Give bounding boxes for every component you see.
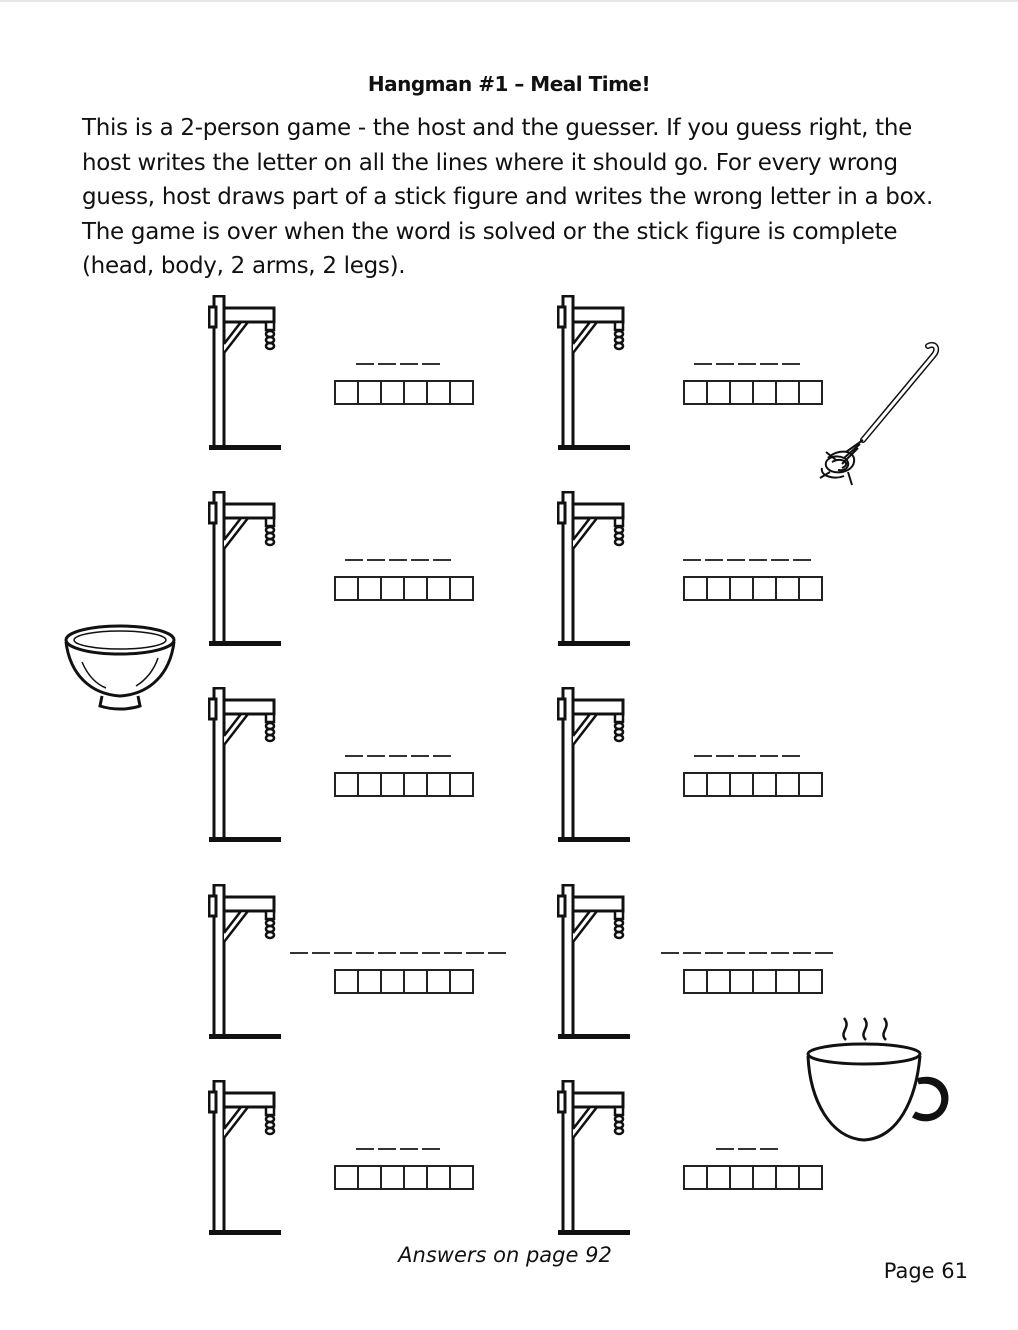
- letter-blank[interactable]: [411, 755, 429, 757]
- gallows-icon: [208, 491, 283, 653]
- wrong-letter-box[interactable]: [752, 576, 777, 601]
- letter-blank[interactable]: [444, 952, 462, 954]
- wrong-letter-box[interactable]: [798, 576, 823, 601]
- wrong-letter-box[interactable]: [426, 772, 451, 797]
- letter-blank[interactable]: [749, 952, 767, 954]
- wrong-letter-box[interactable]: [380, 576, 405, 601]
- letter-blanks[interactable]: [356, 357, 440, 371]
- letter-blank[interactable]: [422, 363, 440, 365]
- cup-icon: [804, 1010, 952, 1150]
- wrong-letter-box[interactable]: [683, 1165, 708, 1190]
- letter-blank[interactable]: [738, 363, 756, 365]
- wrong-letter-box[interactable]: [403, 969, 428, 994]
- letter-blank[interactable]: [378, 1148, 396, 1150]
- letter-blank[interactable]: [738, 755, 756, 757]
- wrong-letter-box[interactable]: [752, 1165, 777, 1190]
- wrong-letter-box[interactable]: [775, 380, 800, 405]
- letter-blank[interactable]: [290, 952, 308, 954]
- wrong-letter-box[interactable]: [380, 772, 405, 797]
- gallows-icon: [557, 491, 632, 653]
- wrong-letter-box[interactable]: [334, 969, 359, 994]
- wrong-guess-boxes: [683, 380, 823, 405]
- gallows-icon: [557, 295, 632, 457]
- wrong-guess-boxes: [334, 1165, 474, 1190]
- wrong-letter-box[interactable]: [334, 772, 359, 797]
- wrong-guess-boxes: [334, 772, 474, 797]
- letter-blanks[interactable]: [716, 1142, 778, 1156]
- letter-blank[interactable]: [683, 559, 701, 561]
- letter-blank[interactable]: [705, 952, 723, 954]
- letter-blank[interactable]: [367, 559, 385, 561]
- wrong-letter-box[interactable]: [775, 969, 800, 994]
- letter-blank[interactable]: [705, 559, 723, 561]
- letter-blanks[interactable]: [683, 553, 811, 567]
- wrong-letter-box[interactable]: [706, 969, 731, 994]
- wrong-letter-box[interactable]: [426, 380, 451, 405]
- wrong-letter-box[interactable]: [449, 1165, 474, 1190]
- wrong-letter-box[interactable]: [380, 1165, 405, 1190]
- wrong-guess-boxes: [334, 576, 474, 601]
- fork-spaghetti-icon: [808, 340, 940, 490]
- letter-blank[interactable]: [378, 952, 396, 954]
- letter-blank[interactable]: [345, 755, 363, 757]
- wrong-letter-box[interactable]: [683, 969, 708, 994]
- letter-blank[interactable]: [345, 559, 363, 561]
- wrong-letter-box[interactable]: [798, 969, 823, 994]
- wrong-letter-box[interactable]: [403, 772, 428, 797]
- wrong-guess-boxes: [683, 772, 823, 797]
- letter-blank[interactable]: [793, 559, 811, 561]
- letter-blank[interactable]: [433, 559, 451, 561]
- letter-blank[interactable]: [683, 952, 701, 954]
- letter-blank[interactable]: [356, 1148, 374, 1150]
- letter-blank[interactable]: [771, 952, 789, 954]
- wrong-letter-box[interactable]: [426, 576, 451, 601]
- letter-blank[interactable]: [760, 755, 778, 757]
- wrong-guess-boxes: [334, 380, 474, 405]
- wrong-letter-box[interactable]: [426, 1165, 451, 1190]
- letter-blank[interactable]: [389, 559, 407, 561]
- gallows-icon: [208, 295, 283, 457]
- letter-blanks[interactable]: [345, 553, 451, 567]
- letter-blanks[interactable]: [694, 749, 800, 763]
- wrong-letter-box[interactable]: [775, 772, 800, 797]
- wrong-letter-box[interactable]: [729, 380, 754, 405]
- letter-blank[interactable]: [400, 363, 418, 365]
- letter-blanks[interactable]: [356, 1142, 440, 1156]
- wrong-letter-box[interactable]: [775, 576, 800, 601]
- letter-blank[interactable]: [771, 559, 789, 561]
- wrong-letter-box[interactable]: [380, 380, 405, 405]
- instructions-text: This is a 2-person game - the host and the guesser. If you guess right, the host writes the letter on all the lines where it should go. For every wrong guess, host draws part of a stick figure and writes the wrong letter in a box. The game is over when the word is solved or the stick figure is complete (head, body, 2 arms, 2 legs).: [82, 115, 933, 279]
- letter-blank[interactable]: [466, 952, 484, 954]
- letter-blank[interactable]: [378, 363, 396, 365]
- letter-blank[interactable]: [661, 952, 679, 954]
- letter-blank[interactable]: [400, 952, 418, 954]
- wrong-letter-box[interactable]: [729, 576, 754, 601]
- letter-blank[interactable]: [793, 952, 811, 954]
- letter-blanks[interactable]: [345, 749, 451, 763]
- wrong-letter-box[interactable]: [334, 1165, 359, 1190]
- wrong-letter-box[interactable]: [449, 576, 474, 601]
- wrong-letter-box[interactable]: [357, 772, 382, 797]
- gallows-icon: [557, 1080, 632, 1242]
- wrong-guess-boxes: [334, 969, 474, 994]
- letter-blank[interactable]: [411, 559, 429, 561]
- wrong-letter-box[interactable]: [729, 969, 754, 994]
- gallows-icon: [208, 687, 283, 849]
- bowl-icon: [62, 622, 182, 714]
- letter-blank[interactable]: [782, 363, 800, 365]
- page-top-edge: [0, 0, 1018, 2]
- wrong-letter-box[interactable]: [683, 380, 708, 405]
- wrong-letter-box[interactable]: [706, 576, 731, 601]
- letter-blank[interactable]: [694, 363, 712, 365]
- wrong-letter-box[interactable]: [706, 1165, 731, 1190]
- page-title: Hangman #1 – Meal Time!: [367, 72, 651, 96]
- wrong-letter-box[interactable]: [752, 772, 777, 797]
- letter-blank[interactable]: [356, 363, 374, 365]
- wrong-letter-box[interactable]: [706, 772, 731, 797]
- letter-blank[interactable]: [815, 952, 833, 954]
- wrong-guess-boxes: [683, 1165, 823, 1190]
- wrong-guess-boxes: [683, 576, 823, 601]
- wrong-letter-box[interactable]: [403, 576, 428, 601]
- wrong-letter-box[interactable]: [706, 380, 731, 405]
- letter-blank[interactable]: [716, 1148, 734, 1150]
- letter-blank[interactable]: [422, 1148, 440, 1150]
- letter-blank[interactable]: [422, 952, 440, 954]
- letter-blanks[interactable]: [661, 946, 833, 960]
- letter-blank[interactable]: [400, 1148, 418, 1150]
- letter-blank[interactable]: [749, 559, 767, 561]
- letter-blank[interactable]: [760, 1148, 778, 1150]
- wrong-letter-box[interactable]: [334, 380, 359, 405]
- letter-blank[interactable]: [356, 952, 374, 954]
- page-number: Page 61: [883, 1259, 968, 1283]
- letter-blank[interactable]: [389, 755, 407, 757]
- wrong-letter-box[interactable]: [403, 380, 428, 405]
- letter-blank[interactable]: [488, 952, 506, 954]
- wrong-letter-box[interactable]: [334, 576, 359, 601]
- wrong-letter-box[interactable]: [357, 969, 382, 994]
- wrong-letter-box[interactable]: [426, 969, 451, 994]
- letter-blanks[interactable]: [694, 357, 800, 371]
- wrong-letter-box[interactable]: [449, 969, 474, 994]
- wrong-letter-box[interactable]: [798, 772, 823, 797]
- gallows-icon: [208, 884, 283, 1046]
- wrong-letter-box[interactable]: [775, 1165, 800, 1190]
- wrong-letter-box[interactable]: [729, 772, 754, 797]
- letter-blanks[interactable]: [290, 946, 506, 960]
- letter-blank[interactable]: [716, 363, 734, 365]
- wrong-guess-boxes: [683, 969, 823, 994]
- letter-blank[interactable]: [694, 755, 712, 757]
- letter-blank[interactable]: [782, 755, 800, 757]
- wrong-letter-box[interactable]: [357, 1165, 382, 1190]
- wrong-letter-box[interactable]: [752, 969, 777, 994]
- answers-note: Answers on page 92: [398, 1243, 612, 1267]
- gallows-icon: [557, 884, 632, 1046]
- letter-blank[interactable]: [312, 952, 330, 954]
- letter-blank[interactable]: [367, 755, 385, 757]
- letter-blank[interactable]: [334, 952, 352, 954]
- letter-blank[interactable]: [727, 559, 745, 561]
- letter-blank[interactable]: [760, 363, 778, 365]
- wrong-letter-box[interactable]: [357, 380, 382, 405]
- wrong-letter-box[interactable]: [729, 1165, 754, 1190]
- wrong-letter-box[interactable]: [449, 772, 474, 797]
- wrong-letter-box[interactable]: [380, 969, 405, 994]
- wrong-letter-box[interactable]: [683, 576, 708, 601]
- gallows-icon: [557, 687, 632, 849]
- letter-blank[interactable]: [716, 755, 734, 757]
- wrong-letter-box[interactable]: [683, 772, 708, 797]
- wrong-letter-box[interactable]: [403, 1165, 428, 1190]
- letter-blank[interactable]: [727, 952, 745, 954]
- letter-blank[interactable]: [738, 1148, 756, 1150]
- wrong-letter-box[interactable]: [449, 380, 474, 405]
- wrong-letter-box[interactable]: [752, 380, 777, 405]
- gallows-icon: [208, 1080, 283, 1242]
- letter-blank[interactable]: [433, 755, 451, 757]
- wrong-letter-box[interactable]: [357, 576, 382, 601]
- wrong-letter-box[interactable]: [798, 1165, 823, 1190]
